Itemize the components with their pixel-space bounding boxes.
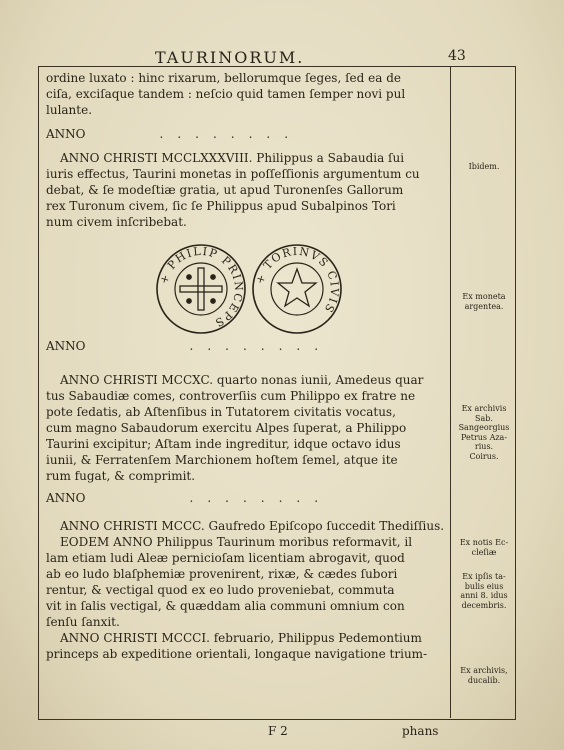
dot-leader: ........	[189, 339, 333, 353]
side-note-line: Ex archivis	[461, 404, 507, 413]
side-note-line: Sangeorgius	[458, 423, 510, 432]
text-line: cum magno Sabaudorum exercitu Alpes ſuperat, a Philippo	[46, 421, 407, 435]
side-note-line: anni 8. idus	[460, 591, 508, 600]
side-note-line: rius.	[474, 442, 494, 451]
text-line: EODEM ANNO Philippus Taurinum moribus reformavit, il	[60, 535, 413, 549]
text-line: ſenſu ſanxit.	[46, 615, 120, 629]
side-note-line: Ex notis Ec-	[459, 538, 509, 547]
side-note-archivis-ducalib	[456, 666, 512, 685]
text-line: ab eo ludo blaſphemiæ provenirent, rixæ, & cædes ſubori	[46, 567, 398, 581]
text-line: Taurini excipitur; Aſtam inde ingreditur, idque octavo idus	[46, 437, 401, 451]
side-note-line: argentea.	[464, 301, 504, 311]
anno-label: ANNO	[46, 491, 86, 505]
dot-leader: ........	[189, 491, 333, 505]
right-coin-legend: + TORINVS CIVIS	[253, 244, 342, 316]
signature-mark: F 2	[268, 724, 288, 738]
dot-leader: ........	[159, 127, 303, 141]
side-note-ibidem	[456, 162, 512, 172]
side-note-line: ducalib.	[467, 675, 501, 685]
page-footer	[0, 724, 564, 740]
side-note-line: Petrus Aza-	[460, 432, 508, 442]
entry-1290	[46, 372, 444, 484]
side-note-line: bulis eius	[464, 581, 504, 591]
text-line: ciſa, exciſaque tandem : neſcio quid tamen ſemper novi pul	[46, 87, 406, 101]
intro-paragraph	[46, 70, 444, 118]
left-coin-legend: + PHILIP PRINCEPS	[157, 244, 246, 330]
coin-reverse	[250, 242, 344, 336]
text-line: ANNO CHRISTI MCCXC. quarto nonas iunii, Amedeus quar	[60, 373, 424, 387]
side-note-line: Sab.	[475, 413, 493, 423]
catchword: phans	[402, 724, 439, 738]
text-line: rex Turonum civem, ſic ſe Philippus apud Subalpinos Tori	[46, 199, 396, 213]
side-note-line: Ex moneta	[462, 292, 506, 301]
text-line: tus Sabaudiæ comes, controverſiis cum Philippo ex fratre ne	[46, 389, 416, 403]
coin-obverse	[154, 242, 248, 336]
main-text-column	[46, 70, 444, 662]
anno-heading	[46, 338, 444, 354]
coin-illustration	[46, 242, 444, 332]
anno-label: ANNO	[46, 339, 86, 353]
page-number: 43	[448, 48, 466, 64]
text-line: princeps ab expeditione orientali, longaque navigatione trium-	[46, 647, 428, 661]
side-note-line: cleſiæ	[471, 547, 497, 557]
side-note-moneta	[456, 292, 512, 311]
side-note-line: Ex ipſis ta-	[462, 572, 506, 581]
margin-divider	[450, 66, 451, 718]
side-note-notis	[456, 538, 512, 557]
text-line: ordine luxato : hinc rixarum, bellorumque ſeges, ſed ea de	[46, 71, 401, 85]
text-line: pote ſedatis, ab Aſtenſibus in Tutatorem civitatis vocatus,	[46, 405, 396, 419]
text-line: lulante.	[46, 103, 93, 117]
side-note-archivis-sab	[456, 404, 512, 461]
entry-1301	[46, 630, 444, 662]
side-note-line: Ex archivis,	[460, 666, 508, 675]
page-header	[0, 48, 564, 66]
text-line: iunii, & Ferratenſem Marchionem hoſtem ſemel, atque ite	[46, 453, 398, 467]
anno-label: ANNO	[46, 127, 86, 141]
side-note-line: Coirus.	[469, 451, 499, 461]
svg-text:+ TORINVS CIVIS	[253, 245, 341, 316]
text-line: ANNO CHRISTI MCCC. Gaufredo Epiſcopo ſuccedit Thediſſius.	[60, 519, 444, 533]
text-line: rum fugat, & comprimit.	[46, 469, 196, 483]
side-note-line: decembris.	[461, 600, 507, 610]
anno-heading	[46, 126, 444, 142]
text-line: ANNO CHRISTI MCCLXXXVIII. Philippus a Sabaudia ſui	[60, 151, 405, 165]
side-note-line: Ibidem.	[468, 162, 500, 171]
text-line: num civem inſcribebat.	[46, 215, 187, 229]
side-note-ipsis-tabulis	[456, 572, 512, 610]
running-title: TAURINORUM.	[155, 48, 305, 67]
text-line: ANNO CHRISTI MCCCI. februario, Philippus Pedemontium	[60, 631, 422, 645]
anno-heading	[46, 490, 444, 506]
text-line: vit in ſalis vectigal, & quæddam alia communi omnium con	[46, 599, 405, 613]
entry-1288	[46, 150, 444, 230]
text-line: lam etiam ludi Aleæ pernicioſam licentiam abrogavit, quod	[46, 551, 405, 565]
text-line: rentur, & vectigal quod ex eo ludo proveniebat, commuta	[46, 583, 395, 597]
entry-1300	[46, 518, 444, 630]
text-line: iuris effectus, Taurini monetas in poſſeſſionis argumentum cu	[46, 167, 420, 181]
text-line: debat, & ſe modeſtiæ gratia, ut apud Turonenſes Gallorum	[46, 183, 404, 197]
